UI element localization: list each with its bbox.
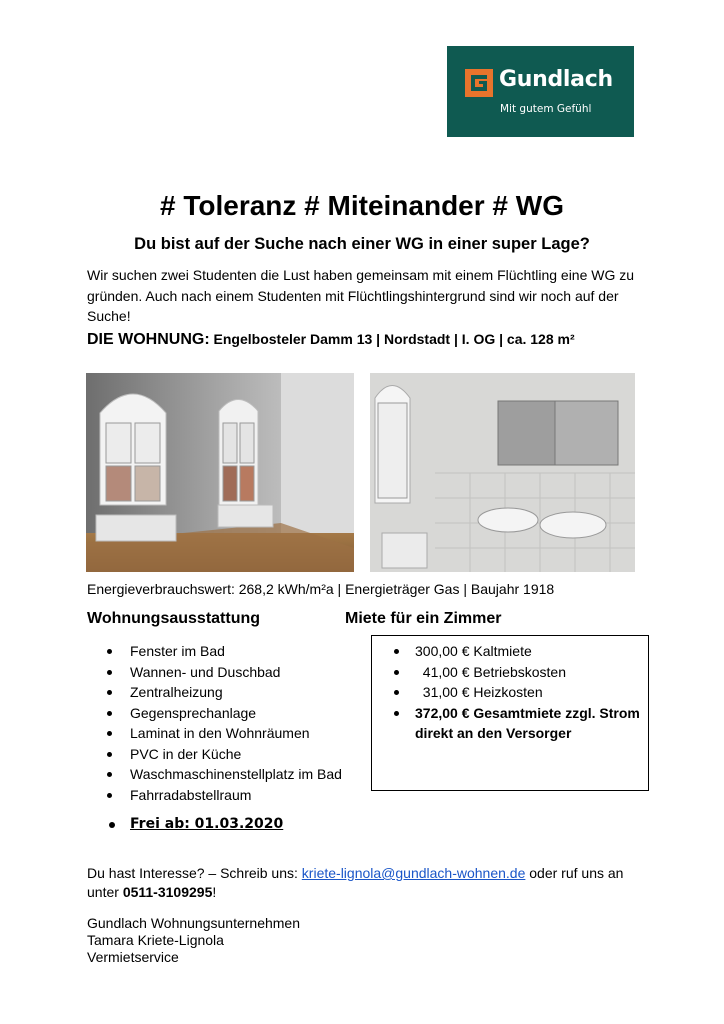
- list-item: Zentralheizung: [87, 682, 367, 703]
- apartment-details: Engelbosteler Damm 13 | Nordstadt | I. OG | ca. 128 m²: [213, 331, 575, 347]
- list-item: Fenster im Bad: [87, 641, 367, 662]
- list-item: Waschmaschinenstellplatz im Bad: [87, 764, 367, 785]
- logo-name: Gundlach: [499, 67, 613, 92]
- gundlach-logo: [447, 46, 634, 137]
- list-item: PVC in der Küche: [87, 744, 367, 765]
- signature-company: Gundlach Wohnungsunternehmen: [87, 915, 301, 931]
- list-item: Wannen- und Duschbad: [87, 662, 367, 683]
- equipment-heading: Wohnungsausstattung: [87, 610, 261, 627]
- apartment-info: [87, 331, 687, 349]
- signature-person: Tamara Kriete-Lignola: [87, 932, 224, 948]
- bullet-icon: [109, 822, 115, 828]
- page-subtitle: Du bist auf der Suche nach einer WG in einer super Lage?: [134, 235, 590, 253]
- room-photo: [86, 373, 354, 572]
- rent-total: 372,00 € Gesamtmiete zzgl. Strom direkt an den Versorger: [382, 703, 647, 744]
- contact-prefix: Du hast Interesse? – Schreib uns:: [87, 865, 302, 881]
- email-link[interactable]: kriete-lignola@gundlach-wohnen.de: [301, 865, 526, 881]
- rent-box: [371, 635, 649, 791]
- intro-text: Wir suchen zwei Studenten die Lust haben gemeinsam mit einem Flüchtling eine WG zu gründen. Auch nach einem Studenten mit Flüchtlingshintergrund sind wir noch auf der Suche!: [87, 267, 635, 324]
- list-item: Gegensprechanlage: [87, 703, 367, 724]
- logo-tagline: Mit gutem Gefühl: [500, 103, 592, 115]
- rent-item: 300,00 € Kaltmiete: [382, 641, 647, 662]
- apartment-lead: DIE WOHNUNG:: [87, 331, 210, 348]
- contact-middle: oder ruf uns an unter: [87, 865, 624, 900]
- equipment-list: [87, 641, 367, 805]
- free-from-text: Frei ab: 01.03.2020: [130, 816, 284, 832]
- rent-item: 31,00 € Heizkosten: [382, 682, 647, 703]
- rent-item: 41,00 € Betriebskosten: [382, 662, 647, 683]
- gundlach-logo-icon: [465, 69, 493, 97]
- energy-info: Energieverbrauchswert: 268,2 kWh/m²a | Energieträger Gas | Baujahr 1918: [87, 581, 555, 597]
- list-item: Laminat in den Wohnräumen: [87, 723, 367, 744]
- contact-suffix: !: [212, 884, 217, 900]
- page-title: # Toleranz # Miteinander # WG: [159, 190, 564, 221]
- rent-heading: Miete für ein Zimmer: [345, 610, 502, 627]
- phone-number: 0511-3109295: [122, 884, 213, 900]
- signature-department: Vermietservice: [87, 949, 179, 965]
- contact-text: [87, 864, 647, 902]
- list-item: Fahrradabstellraum: [87, 785, 367, 806]
- signature: [87, 915, 300, 966]
- free-from: [130, 816, 283, 832]
- bathroom-photo: [370, 373, 635, 572]
